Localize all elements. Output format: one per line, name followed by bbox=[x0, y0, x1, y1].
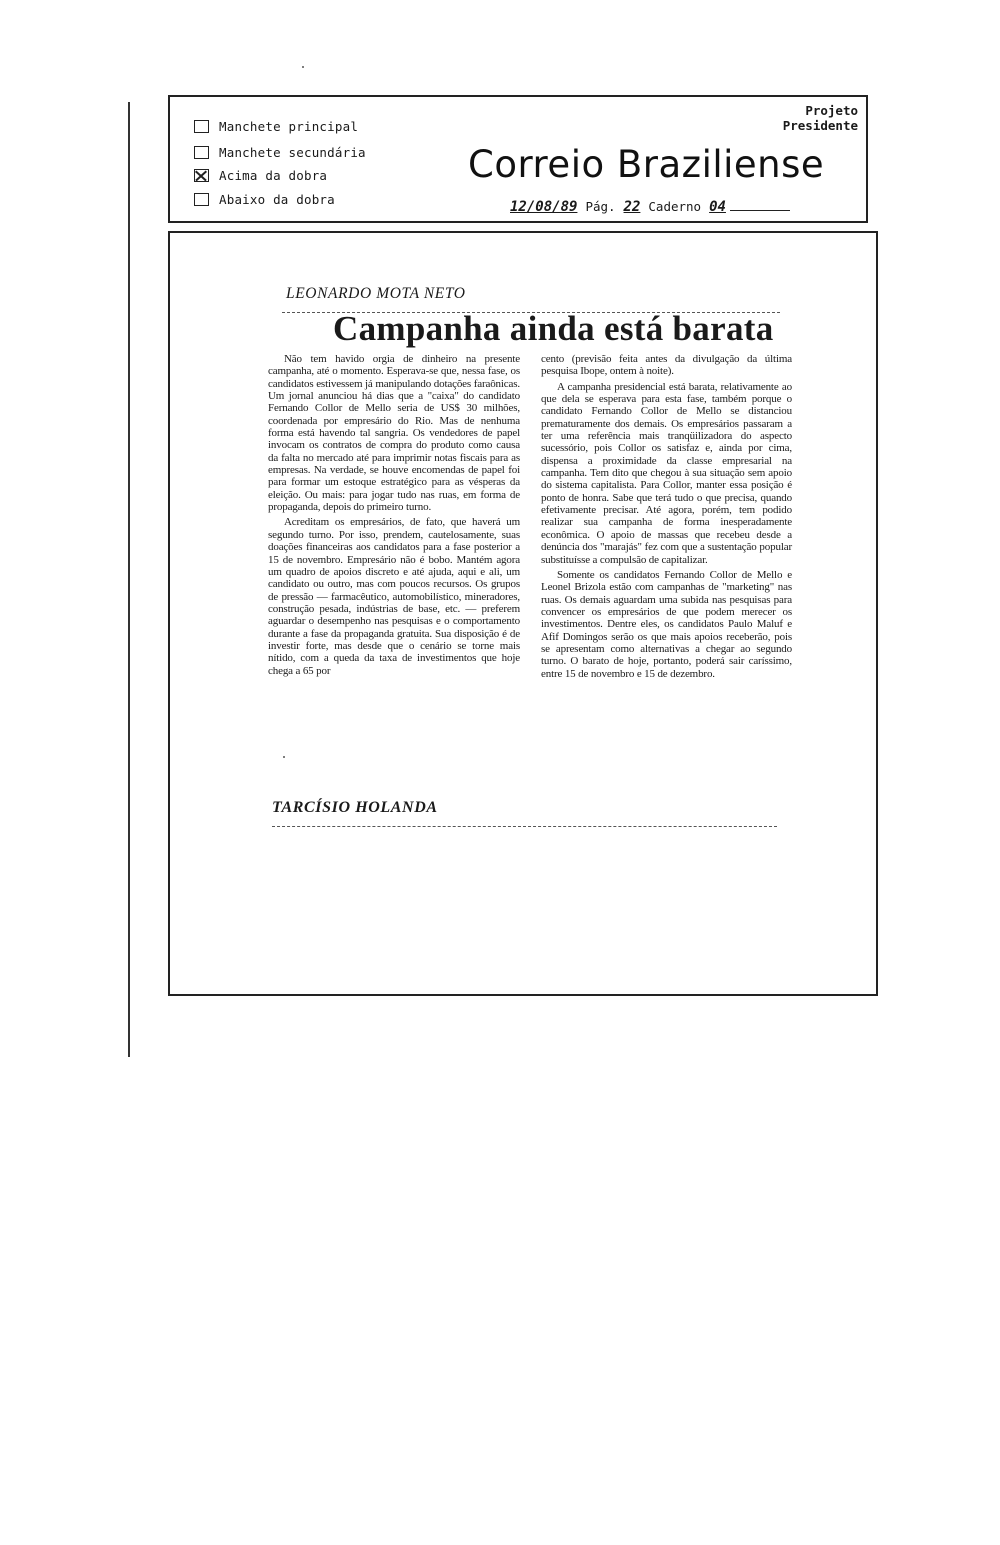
article-headline: Campanha ainda está barata bbox=[333, 309, 774, 348]
checkbox-label: Abaixo da dobra bbox=[219, 192, 335, 207]
byline-bottom: TARCÍSIO HOLANDA bbox=[272, 799, 438, 816]
dateline bbox=[510, 199, 790, 215]
bottom-rule bbox=[272, 826, 777, 827]
date-value: 12/08/89 bbox=[510, 199, 578, 215]
scan-margin-bar bbox=[128, 102, 130, 1057]
paragraph: Acreditam os empresários, de fato, que haverá um segundo turno. Por isso, prendem, cautelosamente, suas doações financeiras aos candidatos para a fase posterior a 15 de novembro. Empresário não é bobo. Mantém agora um quadro de apoios discreto e até ajuda, aqui e ali, um candidato ou outro, mas com poucos recursos. Os grupos de pressão — farmacêutico, automobilístico, mineradores, construção pesada, indústrias de base, etc. — preferem aguardar o desempenho nas pesquisas e o comportamento durante a fase da propaganda gratuita. Sua disposição é de investir forte, mas desde que o cenário se torne mais nítido, com a queda da taxa de investimentos que hoje chega a 65 por bbox=[268, 516, 520, 677]
checkbox-abaixo-da-dobra[interactable] bbox=[194, 192, 335, 207]
paragraph: Somente os candidatos Fernando Collor de Mello e Leonel Brizola estão com campanhas de "marketing" nas ruas. Os demais aguardam uma subida nas pesquisas para convencer os empresários de que podem merecer os investimentos. Dentre eles, os candidatos Paulo Maluf e Afif Domingos serão os que mais apoios receberão, pois se apresentam como alternativas a chegar ao segundo turno. O barato de hoje, portanto, poderá sair caríssimo, entre 15 de novembro e 15 de dezembro. bbox=[541, 568, 792, 680]
scan-speck bbox=[302, 66, 304, 68]
checkbox-label: Manchete principal bbox=[219, 119, 359, 134]
page-value: 22 bbox=[623, 199, 641, 215]
checkbox-acima-da-dobra[interactable] bbox=[194, 168, 327, 183]
paragraph: A campanha presidencial está barata, relativamente ao que dela se esperava para esta fase, também porque o candidato Fernando Collor de Mello se distanciou prematuramente dos demais. Os empresários passaram a ter uma referência mais tranqüilizadora do aspecto sucessório, pois Collor os satisfaz e, ainda por cima, dispensa a proximidade da classe empresarial na campanha. Tem dito que chegou à sua situação sem apoio do sistema capitalista. Para Collor, manter essa posição é ponto de honra. Sabe que terá tudo o que precisa, quando efetivamente precisar. Até agora, porém, tem podido realizar sua campanha de forma inesperadamente econômica. O apoio de massas que recebeu desde a denúncia dos "marajás" fez com que a sustentação popular substituísse a compulsão de capitalizar. bbox=[541, 380, 792, 566]
clipping-header bbox=[168, 95, 868, 223]
section-underline bbox=[730, 210, 790, 211]
article-column-right bbox=[541, 353, 792, 683]
checkbox-box-checked[interactable] bbox=[194, 169, 209, 182]
byline-top: LEONARDO MOTA NETO bbox=[286, 285, 466, 302]
checkbox-box[interactable] bbox=[194, 193, 209, 206]
checkbox-label: Acima da dobra bbox=[219, 168, 328, 183]
checkbox-label: Manchete secundária bbox=[219, 145, 366, 160]
paragraph: Não tem havido orgia de dinheiro na presente campanha, até o momento. Esperava-se que, nessa fase, os candidatos estivessem já manipulando dotações faraônicas. Um jornal anunciou há dias que a "caixa" do candidato Fernando Collor de Mello seria de US$ 30 milhões, coordenada por empresário do Rio. Mas de nenhuma forma está havendo tal sangria. Os vendedores de papel invocam os contratos de compra do produto como causa da falta no mercado até para imprimir notas fiscais para as empresas. Na verdade, se houve encomendas de papel foi para formar um estoque estratégico para as vésperas da eleição. Ou mais: para jogar tudo nas ruas, em forma de propaganda, depois do primeiro turno. bbox=[268, 353, 520, 514]
article-column-left bbox=[268, 353, 520, 680]
section-value: 04 bbox=[709, 199, 726, 215]
section-label: Caderno bbox=[648, 199, 702, 214]
project-label bbox=[783, 103, 858, 133]
paragraph: cento (previsão feita antes da divulgação da última pesquisa Ibope, ontem à noite). bbox=[541, 353, 792, 378]
checkbox-box[interactable] bbox=[194, 146, 209, 159]
page-label: Pág. bbox=[585, 199, 616, 214]
checkbox-box[interactable] bbox=[194, 120, 209, 133]
project-line-2: Presidente bbox=[782, 118, 858, 133]
project-line-1: Projeto bbox=[805, 103, 858, 118]
checkbox-manchete-secundaria[interactable] bbox=[194, 145, 366, 160]
article-clipping bbox=[168, 231, 878, 996]
checkbox-manchete-principal[interactable] bbox=[194, 119, 358, 134]
newspaper-masthead: Correio Braziliense bbox=[468, 143, 825, 186]
